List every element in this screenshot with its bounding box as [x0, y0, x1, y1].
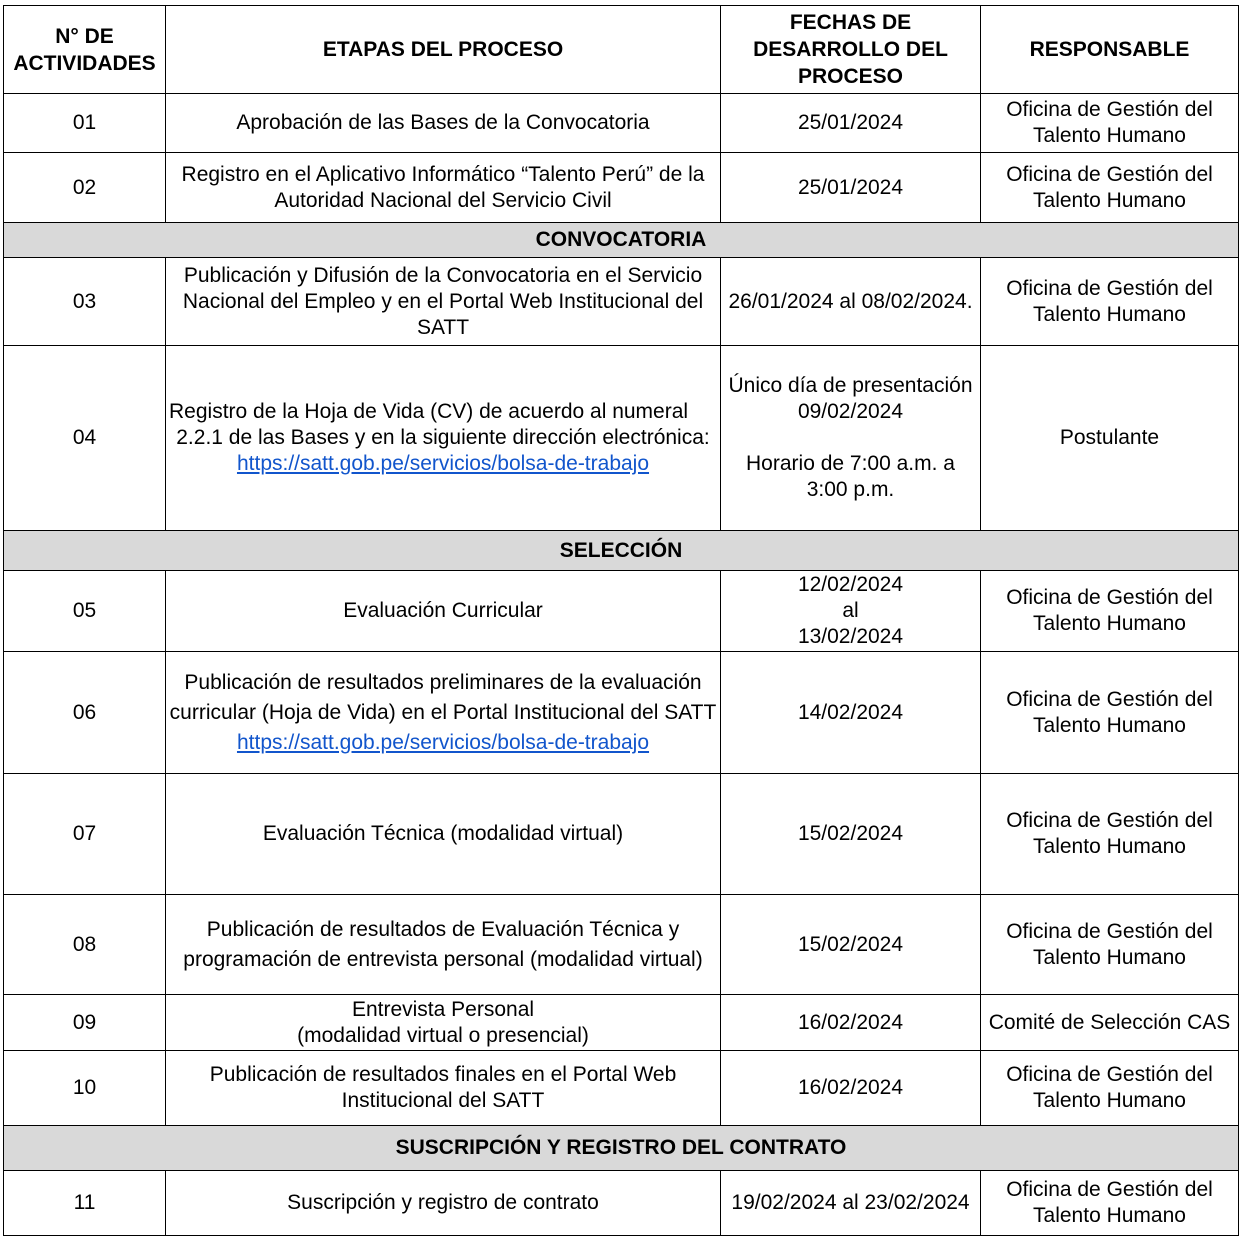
activity-dates: 25/01/2024 [721, 153, 981, 223]
table-row [4, 153, 1239, 223]
dates-text: 12/02/2024 [797, 573, 904, 596]
activity-number: 10 [4, 1051, 166, 1126]
schedule-table [3, 5, 1239, 1236]
stage-text: Entrevista Personal [351, 997, 535, 1021]
section-row [4, 1126, 1239, 1171]
section-row [4, 531, 1239, 571]
activity-stage: Registro en el Aplicativo Informático “Talento Perú” de la Autoridad Nacional del Servicio Civil [166, 153, 721, 223]
table-row [4, 1171, 1239, 1236]
activity-dates: 16/02/2024 [721, 995, 981, 1051]
activity-number: 08 [4, 895, 166, 995]
activity-number: 11 [4, 1171, 166, 1236]
activity-responsible: Oficina de Gestión del Talento Humano [981, 1171, 1239, 1236]
activity-responsible: Oficina de Gestión del Talento Humano [981, 1051, 1239, 1126]
activity-responsible: Oficina de Gestión del Talento Humano [981, 774, 1239, 895]
table-row [4, 774, 1239, 895]
header-num: N° DE ACTIVIDADES [4, 6, 166, 94]
activity-dates: 19/02/2024 al 23/02/2024 [721, 1171, 981, 1236]
activity-stage [166, 995, 721, 1051]
activity-number: 02 [4, 153, 166, 223]
table-row [4, 94, 1239, 153]
activity-stage: Aprobación de las Bases de la Convocatoria [166, 94, 721, 153]
activity-dates: 26/01/2024 al 08/02/2024. [721, 258, 981, 346]
section-suscripcion: SUSCRIPCIÓN Y REGISTRO DEL CONTRATO [4, 1126, 1239, 1171]
activity-dates: 16/02/2024 [721, 1051, 981, 1126]
activity-responsible: Oficina de Gestión del Talento Humano [981, 571, 1239, 652]
activity-dates: 15/02/2024 [721, 895, 981, 995]
activity-number: 01 [4, 94, 166, 153]
activity-stage: Evaluación Técnica (modalidad virtual) [166, 774, 721, 895]
activity-stage: Publicación y Difusión de la Convocatoria en el Servicio Nacional del Empleo y en el Portal Web Institucional del SATT [166, 258, 721, 346]
header-dates: FECHAS DE DESARROLLO DEL PROCESO [721, 6, 981, 94]
dates-text: Único día de presentación 09/02/2024 [728, 374, 973, 423]
stage-text: 2.2.1 de las Bases y en la siguiente dirección electrónica: [176, 426, 710, 449]
activity-responsible: Oficina de Gestión del Talento Humano [981, 94, 1239, 153]
table-row [4, 571, 1239, 652]
activity-dates: 25/01/2024 [721, 94, 981, 153]
table-row [4, 258, 1239, 346]
activity-responsible: Oficina de Gestión del Talento Humano [981, 895, 1239, 995]
section-row [4, 223, 1239, 258]
activity-responsible: Oficina de Gestión del Talento Humano [981, 153, 1239, 223]
activity-number: 07 [4, 774, 166, 895]
activity-number: 05 [4, 571, 166, 652]
section-convocatoria: CONVOCATORIA [4, 223, 1239, 258]
header-row [4, 6, 1239, 94]
activity-responsible: Oficina de Gestión del Talento Humano [981, 258, 1239, 346]
activity-dates [721, 571, 981, 652]
activity-responsible: Comité de Selección CAS [981, 995, 1239, 1051]
activity-number: 06 [4, 652, 166, 774]
activity-responsible: Oficina de Gestión del Talento Humano [981, 652, 1239, 774]
bolsa-de-trabajo-link[interactable]: https://satt.gob.pe/servicios/bolsa-de-trabajo [236, 730, 650, 754]
header-responsible: RESPONSABLE [981, 6, 1239, 94]
activity-number: 09 [4, 995, 166, 1051]
activity-number: 04 [4, 346, 166, 531]
activity-dates: 14/02/2024 [721, 652, 981, 774]
activity-dates: 15/02/2024 [721, 774, 981, 895]
activity-number: 03 [4, 258, 166, 346]
table-row [4, 895, 1239, 995]
dates-text: 13/02/2024 [797, 625, 904, 648]
activity-stage [166, 346, 721, 531]
activity-stage: Publicación de resultados de Evaluación Técnica y programación de entrevista personal (modalidad virtual) [166, 895, 721, 995]
activity-stage: Publicación de resultados finales en el Portal Web Institucional del SATT [166, 1051, 721, 1126]
stage-text: (modalidad virtual o presencial) [297, 1023, 589, 1047]
dates-text: Horario de 7:00 a.m. a 3:00 p.m. [746, 452, 955, 501]
bolsa-de-trabajo-link[interactable]: https://satt.gob.pe/servicios/bolsa-de-trabajo [236, 452, 650, 475]
table-row [4, 346, 1239, 531]
activity-stage: Suscripción y registro de contrato [166, 1171, 721, 1236]
stage-text: Registro de la Hoja de Vida (CV) de acuerdo al numeral [169, 400, 689, 423]
activity-stage [166, 652, 721, 774]
header-stage: ETAPAS DEL PROCESO [166, 6, 721, 94]
table-row [4, 995, 1239, 1051]
dates-text: al [842, 599, 859, 622]
activity-dates [721, 346, 981, 531]
stage-text: Publicación de resultados preliminares de la evaluación curricular (Hoja de Vida) en el Portal Institucional del SATT [169, 670, 717, 724]
table-row [4, 652, 1239, 774]
activity-responsible: Postulante [981, 346, 1239, 531]
section-seleccion: SELECCIÓN [4, 531, 1239, 571]
activity-stage: Evaluación Curricular [166, 571, 721, 652]
table-row [4, 1051, 1239, 1126]
